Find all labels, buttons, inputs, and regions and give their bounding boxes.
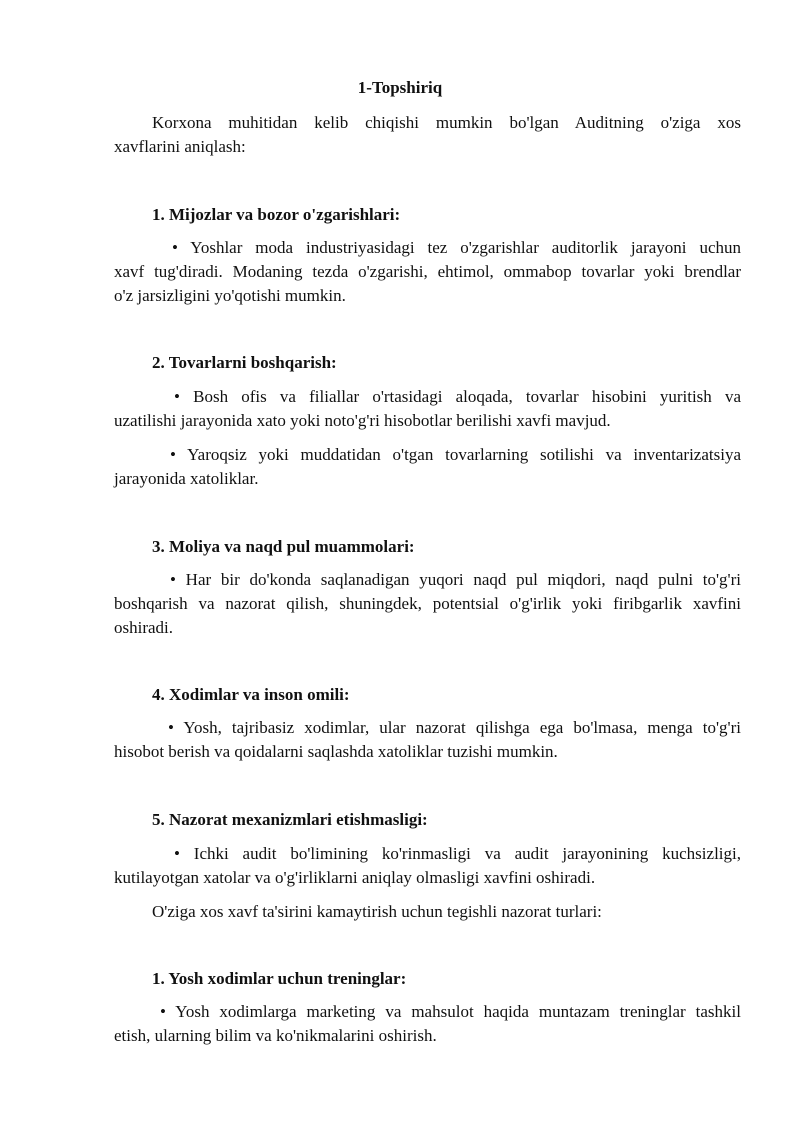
page-title: 1-Topshiriq xyxy=(357,78,443,97)
section-5-line-1: • Ichki audit bo'limining ko'rinmasligi va audit jarayonining kuchsizligi, xyxy=(174,844,741,863)
section-3-line-3: oshiradi. xyxy=(114,618,174,637)
section-1-line-2: xavf tug'diradi. Modaning tezda o'zgarishi, ehtimol, ommabop tovarlar yoki brendlar xyxy=(114,262,741,281)
section-4-line-2: hisobot berish va qoidalarni saqlashda xatoliklar tuzishi mumkin. xyxy=(114,742,558,761)
section-3-heading: 3. Moliya va naqd pul muammolari: xyxy=(152,537,415,556)
section-5-heading: 5. Nazorat mexanizmlari etishmasligi: xyxy=(152,810,428,829)
intro-line-1: Korxona muhitidan kelib chiqishi mumkin bo'lgan Auditning o'ziga xos xyxy=(152,113,741,132)
section-5-line-2: kutilayotgan xatolar va o'g'irliklarni aniqlay olmasligi xavfini oshiradi. xyxy=(114,868,596,887)
intro-line-2: xavflarini aniqlash: xyxy=(114,137,246,156)
control-1-line-2: etish, ularning bilim va ko'nikmalarini oshirish. xyxy=(114,1026,437,1045)
section-1-line-3: o'z jarsizligini yo'qotishi mumkin. xyxy=(114,286,346,305)
section-4-line-1: • Yosh, tajribasiz xodimlar, ular nazorat qilishga ega bo'lmasa, menga to'g'ri xyxy=(168,718,741,737)
section-2-heading: 2. Tovarlarni boshqarish: xyxy=(152,353,337,372)
controls-intro: O'ziga xos xavf ta'sirini kamaytirish uchun tegishli nazorat turlari: xyxy=(152,902,602,921)
section-4-heading: 4. Xodimlar va inson omili: xyxy=(152,685,350,704)
section-3-line-2: boshqarish va nazorat qilish, shuningdek, potentsial o'g'irlik yoki firibgarlik xavfini xyxy=(114,594,741,613)
section-2-line-2: uzatilishi jarayonida xato yoki noto'g'ri hisobotlar berilishi xavfi mavjud. xyxy=(114,411,611,430)
section-2-line-1: • Bosh ofis va filiallar o'rtasidagi aloqada, tovarlar hisobini yuritish va xyxy=(174,387,741,406)
control-1-line-1: • Yosh xodimlarga marketing va mahsulot haqida muntazam treninglar tashkil xyxy=(160,1002,741,1021)
section-2-line-4: jarayonida xatoliklar. xyxy=(114,469,259,488)
section-1-heading: 1. Mijozlar va bozor o'zgarishlari: xyxy=(152,205,401,224)
section-2-line-3: • Yaroqsiz yoki muddatidan o'tgan tovarlarning sotilishi va inventarizatsiya xyxy=(170,445,741,464)
section-1-line-1: • Yoshlar moda industriyasidagi tez o'zgarishlar auditorlik jarayoni uchun xyxy=(172,238,741,257)
control-1-heading: 1. Yosh xodimlar uchun treninglar: xyxy=(152,969,407,988)
section-3-line-1: • Har bir do'konda saqlanadigan yuqori naqd pul miqdori, naqd pulni to'g'ri xyxy=(170,570,741,589)
